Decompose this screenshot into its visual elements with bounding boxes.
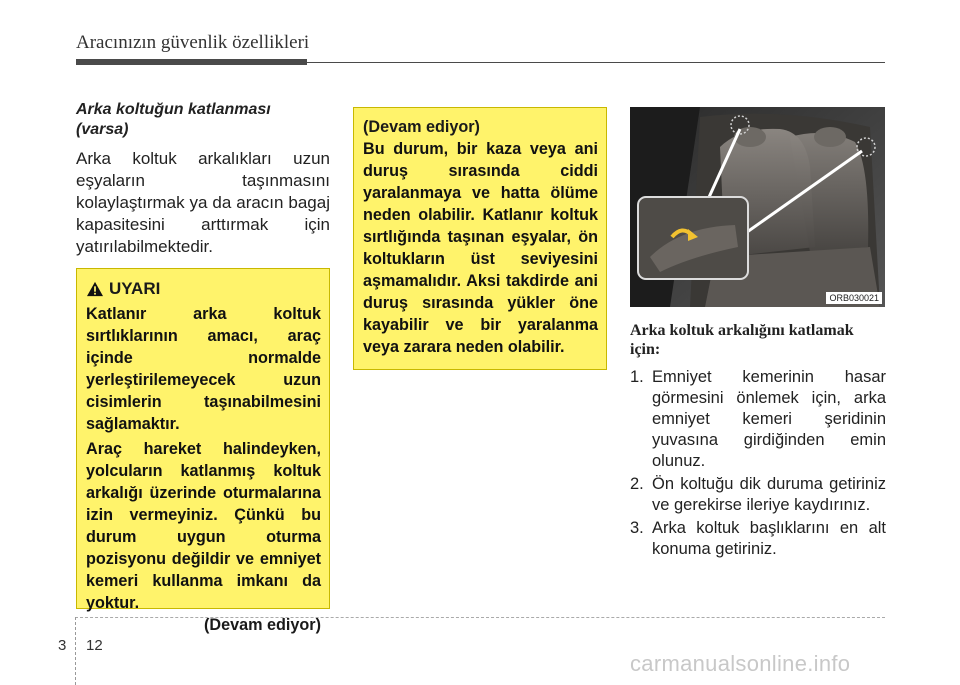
rear-seat-photo: [630, 107, 885, 307]
warning-continued-box: [353, 107, 607, 370]
procedure-step: 1. Emniyet kemerinin hasar görmesini önlemek için, arka emniyet kemeri şeridinin yuvasına girdiğinden emin olunuz.: [630, 368, 886, 470]
figure-code: ORB030021: [826, 292, 882, 304]
procedure-step: 3. Arka koltuk başlıklarını en alt konuma getiriniz.: [630, 519, 886, 558]
warning-paragraph-1: Katlanır arka koltuk sırtlıklarının amacı, araç içinde normalde yerleştirilemeyecek uzun cisimlerin taşınabilmesini sağlamaktır.: [86, 305, 321, 433]
folding-procedure: [630, 321, 886, 562]
warning-continued-heading: (Devam ediyor): [363, 118, 480, 136]
warning-box: [76, 268, 330, 634]
header-rule-thin: [307, 62, 885, 63]
warning-triangle-icon: [86, 281, 104, 297]
warning-continued-note: (Devam ediyor): [204, 616, 321, 634]
section-folding-intro: [76, 100, 330, 258]
procedure-heading: Arka koltuk arkalığını katlamak için:: [630, 322, 854, 358]
header-rule-thick: [76, 59, 307, 65]
watermark: carmanualsonline.info: [630, 651, 851, 676]
warning-label: UYARI: [109, 279, 161, 298]
warning-continued-paragraph: Bu durum, bir kaza veya ani duruş sırasında ciddi yaralanmaya ve hatta ölüme neden olabilir. Katlanır koltuk sırtlığında taşınan eşyalar, ön koltukların üst seviyesini aşmamalıdır. Aksi takdirde ani duruş sırasında yükler öne kayabilir ve bir yaralanma veya zarara neden olabilir.: [363, 140, 598, 356]
section-subheading: Arka koltuğun katlanması (varsa): [76, 101, 271, 138]
warning-paragraph-2: Araç hareket halindeyken, yolcuların katlanmış koltuk arkalığı üzerinde oturmalarına izin vermeyiniz. Çünkü bu durum uygun oturma pozisyonu değildir ve emniyet kemeri kullanma imkanı da yoktur.: [86, 440, 321, 612]
page-number: 12: [86, 637, 103, 654]
rear-seat-illustration: [630, 107, 885, 307]
warning-heading: [86, 279, 321, 299]
procedure-steps: [630, 367, 886, 560]
chapter-number: 3: [58, 637, 67, 654]
procedure-step: 2. Ön koltuğu dik duruma getiriniz ve gerekirse ileriye kaydırınız.: [630, 475, 886, 514]
header-title: Aracınızın güvenlik özellikleri: [76, 32, 310, 53]
footer-vertical-divider: [75, 617, 76, 685]
section-body: Arka koltuk arkalıkları uzun eşyaların taşınmasını kolaylaştırmak ya da aracın bagaj kapasitesini arttırmak için yatırılabilmektedir.: [76, 149, 330, 256]
footer-divider: [75, 617, 885, 618]
